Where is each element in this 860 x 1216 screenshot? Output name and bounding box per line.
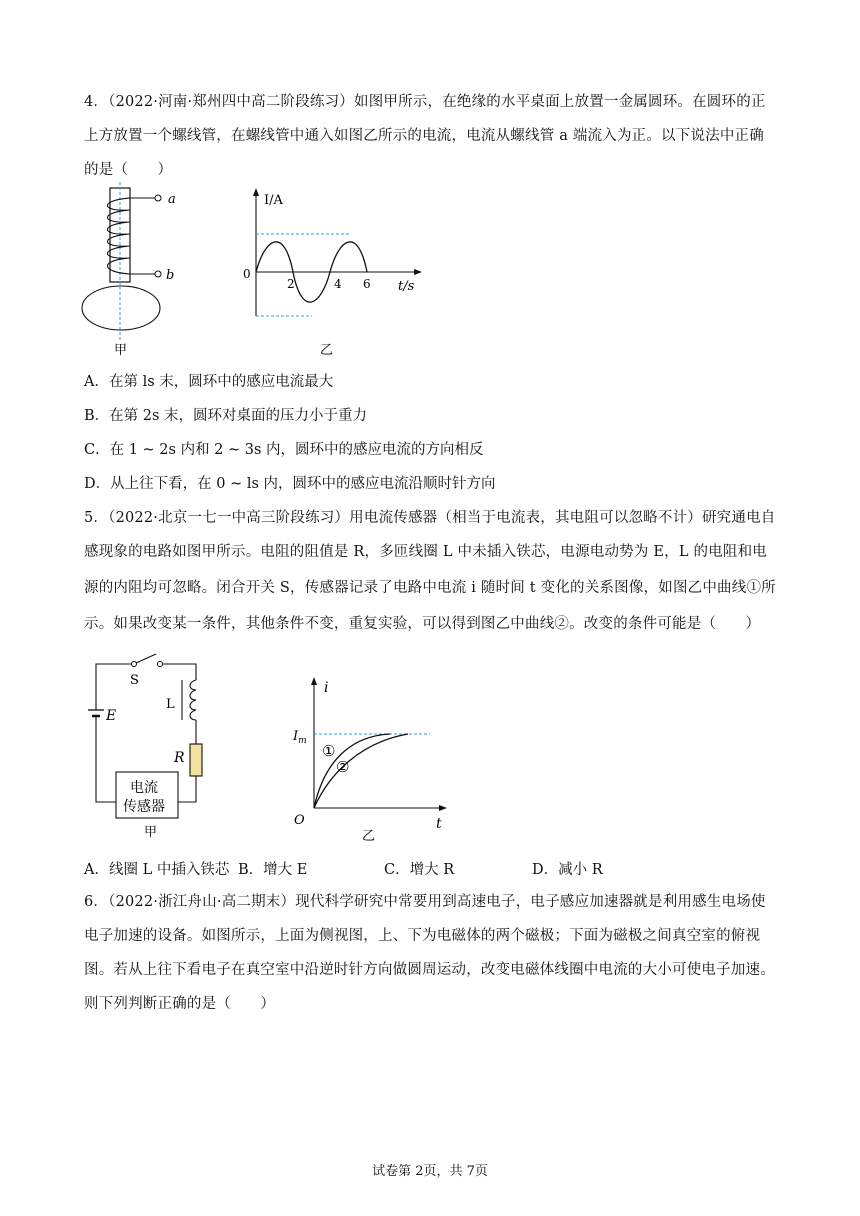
q6-line-2: 电子加速的设备。如图所示，上面为侧视图，上、下为电磁体的两个磁极；下面为磁极之间真空室的俯视 [84, 928, 761, 944]
tick-4: 4 [334, 277, 342, 291]
q4-solenoid-figure [80, 182, 210, 362]
y-axis-label: i [324, 680, 329, 696]
switch-blade [136, 654, 156, 663]
q4-line-1: 4．（2022·河南·郑州四中高二阶段练习）如图甲所示，在绝缘的水平桌面上放置一金属圆环。在圆环的正 [84, 94, 766, 110]
curve-2-label: ② [336, 758, 350, 776]
inductor-label: L [166, 697, 175, 712]
q5-line-3: 源的内阻均可忽略。闭合开关 S，传感器记录了电路中电流 i 随时间 t 变化的关系图像，如图乙中曲线①所 [84, 580, 776, 596]
label-b: b [166, 268, 175, 283]
q5-current-graph [290, 672, 460, 852]
q5-line-2: 感现象的电路如图甲所示。电阻的阻值是 R，多匝线圈 L 中未插入铁芯，电源电动势为 E，L 的电阻和电 [84, 544, 768, 560]
sensor-label-2: 传感器 [123, 799, 165, 815]
y-axis-label: I/A [264, 193, 283, 208]
caption-yi: 乙 [362, 829, 376, 844]
terminal-a [155, 195, 161, 201]
caption-jia: 甲 [114, 343, 128, 358]
origin-label: 0 [243, 267, 251, 281]
q5-circuit-figure [86, 652, 226, 842]
switch-pivot [132, 662, 137, 667]
q4-line-3: 的是（ ） [84, 162, 173, 178]
switch-label: S [130, 673, 139, 688]
metal-ring [82, 286, 160, 330]
resistor-label: R [174, 750, 185, 766]
x-axis-label: t [436, 816, 442, 832]
q5-option-a: A．线圈 L 中插入铁芯 [84, 862, 230, 878]
origin-label: O [294, 813, 305, 828]
x-axis-label: t/s [398, 279, 415, 294]
inductor-coil [190, 680, 196, 720]
page-footer: 试卷第 2页，共 7页 [372, 1164, 488, 1179]
q6-line-3: 图。若从上往下看电子在真空室中沿逆时针方向做圆周运动，改变电磁体线圈中电流的大小可使电子加速。 [84, 962, 775, 978]
q4-option-b: B．在第 2s 末，圆环对桌面的压力小于重力 [84, 408, 368, 424]
q5-option-b: B．增大 E [238, 862, 308, 878]
q5-option-d: D．减小 R [532, 862, 603, 878]
resistor [190, 744, 202, 776]
curve-1-label: ① [322, 742, 336, 760]
caption-yi: 乙 [320, 343, 334, 358]
q6-line-4: 则下列判断正确的是（ ） [84, 996, 276, 1012]
q4-line-2: 上方放置一个螺线管，在螺线管中通入如图乙所示的电流，电流从螺线管 a 端流入为正。以下说法中正确 [84, 128, 764, 144]
q6-line-1: 6．（2022·浙江舟山·高二期末）现代科学研究中常要用到高速电子，电子感应加速器就是利用感生电场使 [84, 894, 766, 910]
q4-option-c: C．在 1 ~ 2s 内和 2 ~ 3s 内，圆环中的感应电流的方向相反 [84, 442, 484, 458]
sensor-label-1: 电流 [130, 780, 158, 796]
q5-option-c: C．增大 R [384, 862, 455, 878]
switch-contact [158, 662, 163, 667]
tick-6: 6 [363, 277, 371, 291]
caption-jia: 甲 [144, 825, 158, 840]
q5-line-1: 5．（2022·北京一七一中高三阶段练习）用电流传感器（相当于电流表，其电阻可以忽略不计）研究通电自 [84, 510, 776, 526]
q4-option-a: A．在第 ls 末，圆环中的感应电流最大 [84, 374, 334, 390]
tick-2: 2 [287, 277, 295, 291]
coil-windings [108, 198, 131, 274]
im-label: $I_m$ [293, 729, 307, 746]
terminal-b [155, 271, 161, 277]
emf-label: E [106, 708, 117, 724]
label-a: a [168, 192, 176, 207]
q5-line-4: 示。如果改变某一条件，其他条件不变，重复实验，可以得到图乙中曲线②。改变的条件可能是（ ） [84, 616, 761, 632]
q4-current-graph [238, 186, 428, 361]
q4-option-d: D．从上往下看，在 0 ~ ls 内，圆环中的感应电流沿顺时针方向 [84, 476, 496, 492]
